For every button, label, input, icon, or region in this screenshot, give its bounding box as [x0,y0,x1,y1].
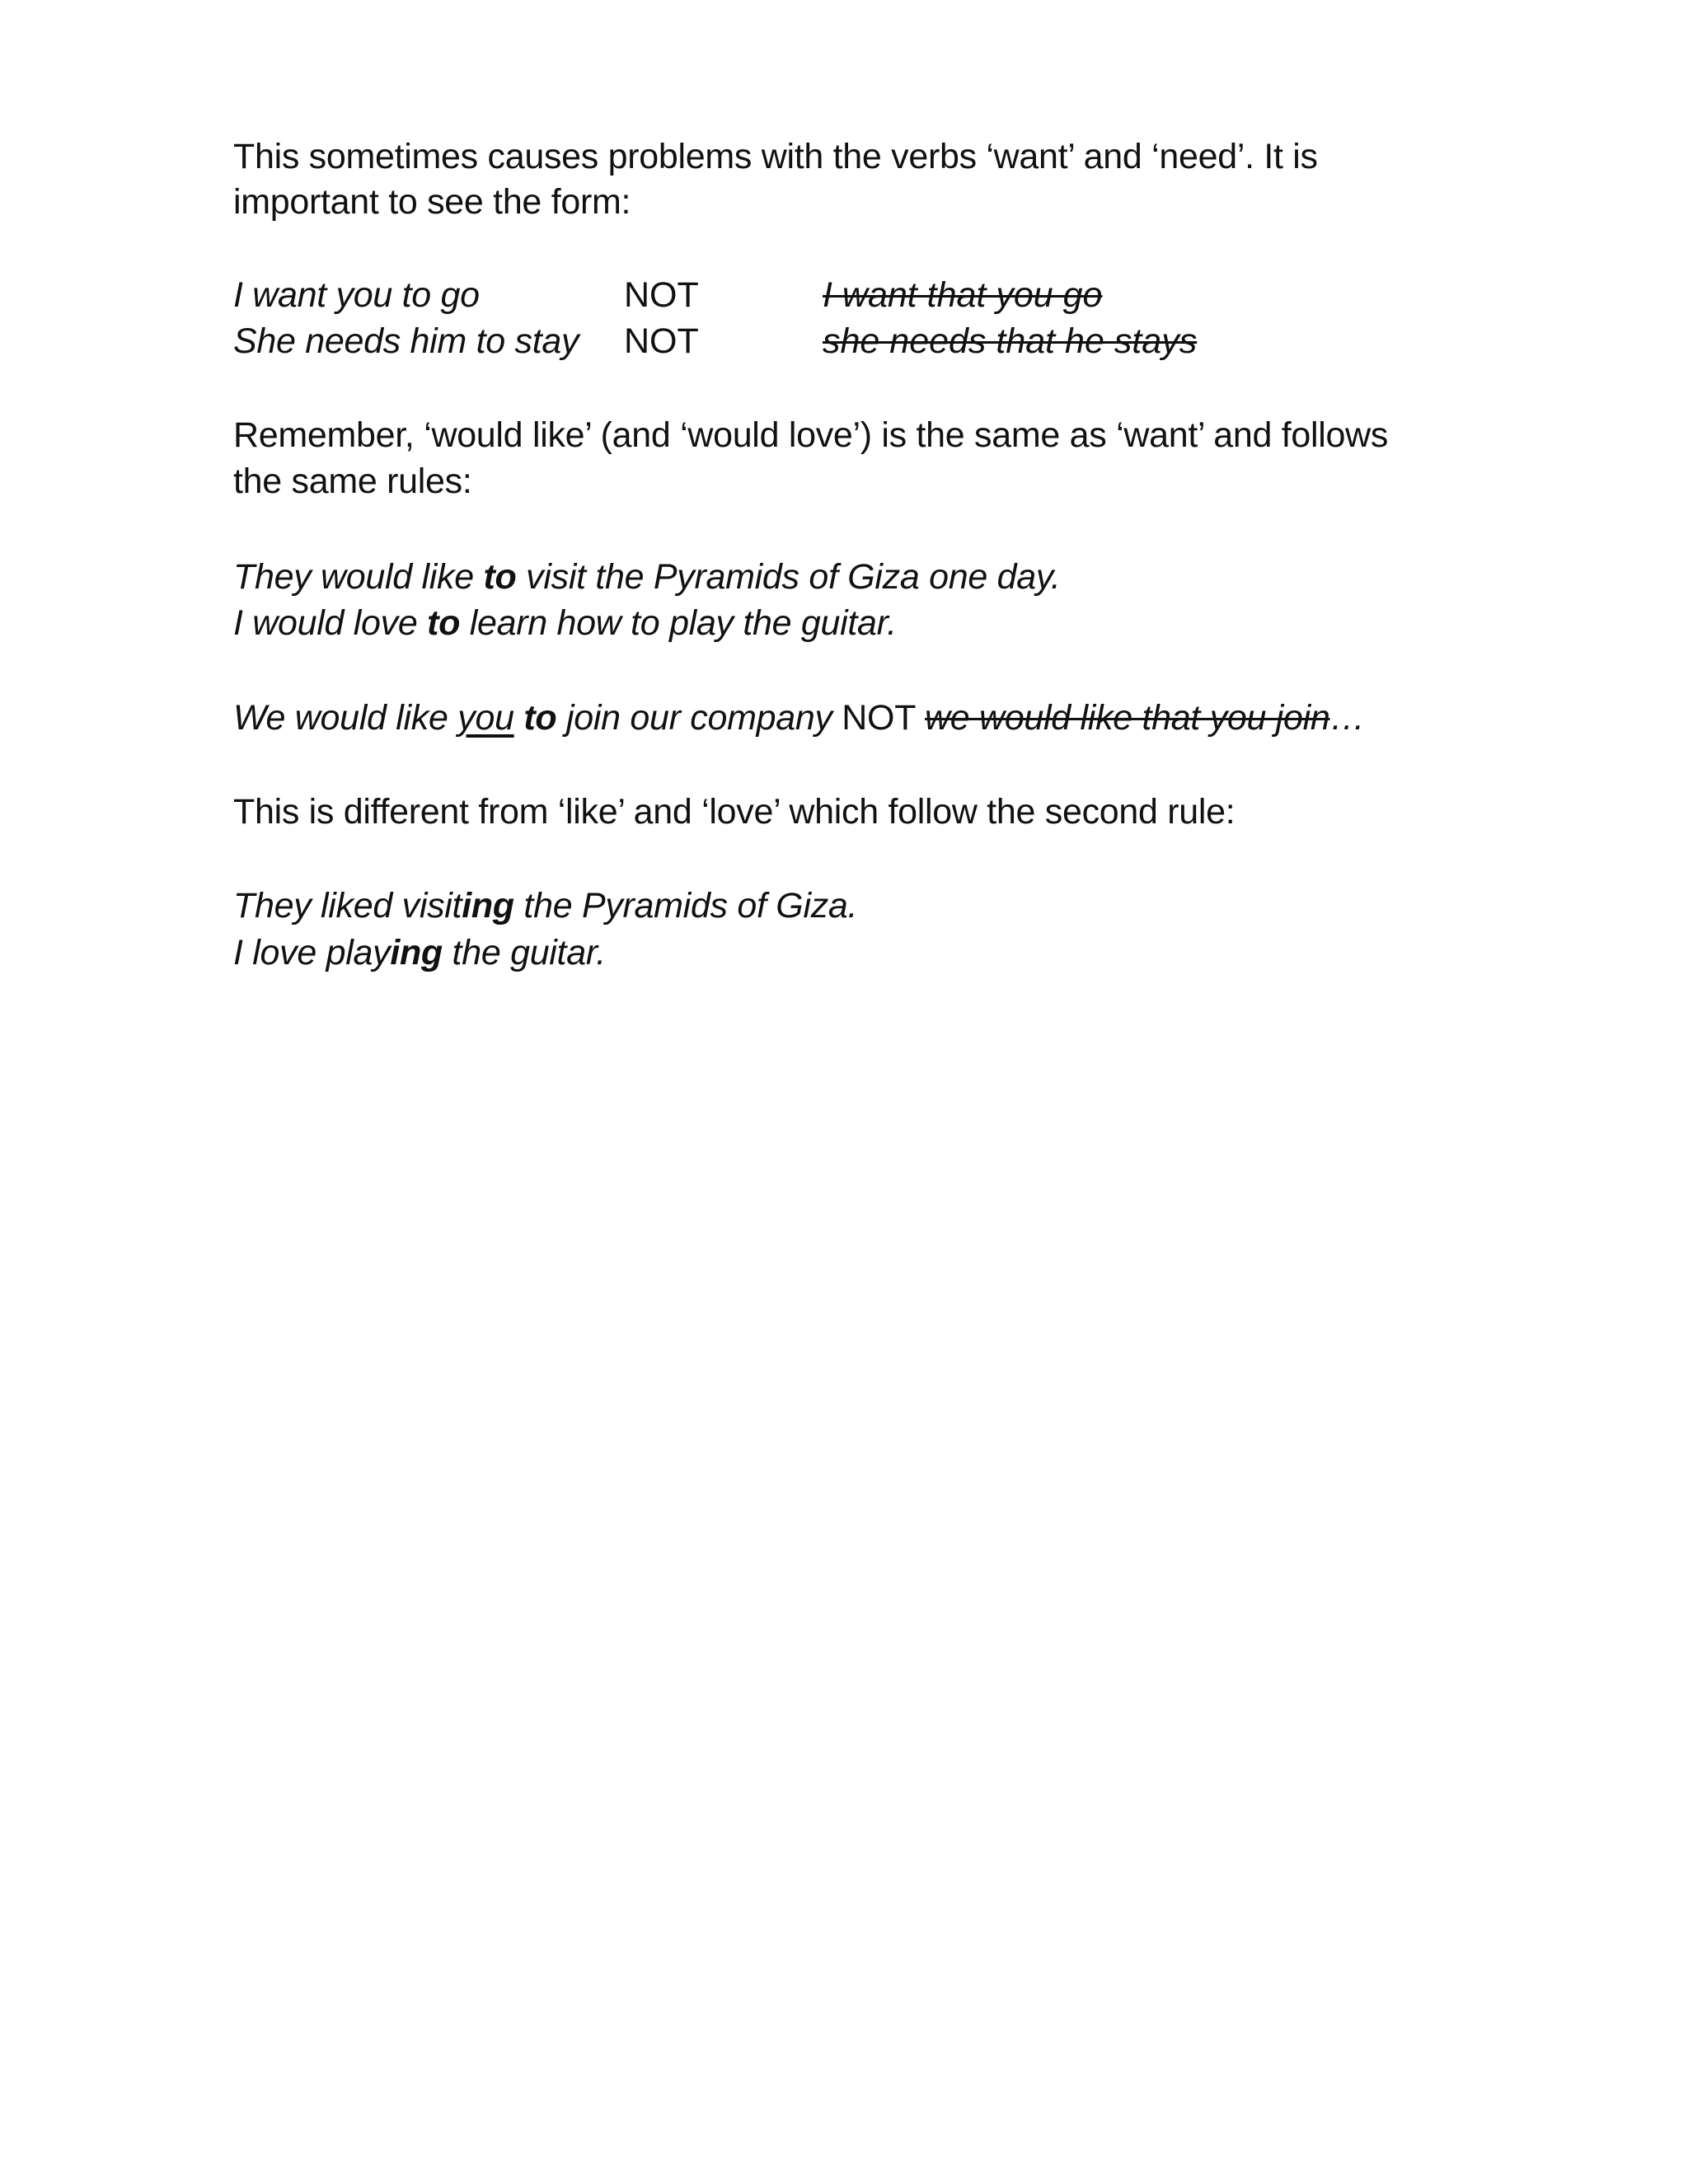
example-to-2 [233,600,897,646]
emphasis-to: to [483,557,517,597]
intro-line-1: This sometimes causes problems with the verbs ‘want’ and ‘need’. It is [233,137,1318,176]
not-label: NOT [624,275,699,315]
wrong-example: I want that you go [823,275,1103,315]
underlined-you: you [457,698,514,738]
emphasis-ing: ing [462,886,514,926]
example-text: I would love [233,603,428,643]
example-text: learn how to play the guitar. [460,603,897,643]
wrong-example: we would like that you join [925,698,1330,738]
different-line: This is different from ‘like’ and ‘love’ which follow the second rule: [233,792,1236,832]
example-text: I love play [233,933,391,972]
correct-example: She needs him to stay [233,321,579,361]
emphasis-ing: ing [390,933,443,972]
example-text: They liked visit [233,886,462,926]
example-text: the guitar. [442,933,606,972]
example-text: We would like [233,698,458,738]
space [514,698,524,738]
correct-example: I want you to go [233,275,480,315]
not-label: NOT [832,698,926,738]
emphasis-to: to [427,603,461,643]
example-text: join our company [556,698,832,738]
wrong-example: she needs that he stays [823,321,1198,361]
example-ing-2 [233,930,606,976]
ellipsis: … [1329,698,1366,738]
example-text: visit the Pyramids of Giza one day. [516,557,1061,597]
example-text: They would like [233,557,484,597]
join-example [233,695,1365,741]
remember-line-1: Remember, ‘would like’ (and ‘would love’) is the same as ‘want’ and follows [233,415,1389,455]
not-label: NOT [624,321,699,361]
intro-line-2: important to see the form: [233,182,631,222]
example-ing-1 [233,883,857,929]
example-to-1 [233,554,1060,600]
example-text: the Pyramids of Giza. [513,886,858,926]
remember-line-2: the same rules: [233,462,472,501]
emphasis-to: to [523,698,557,738]
